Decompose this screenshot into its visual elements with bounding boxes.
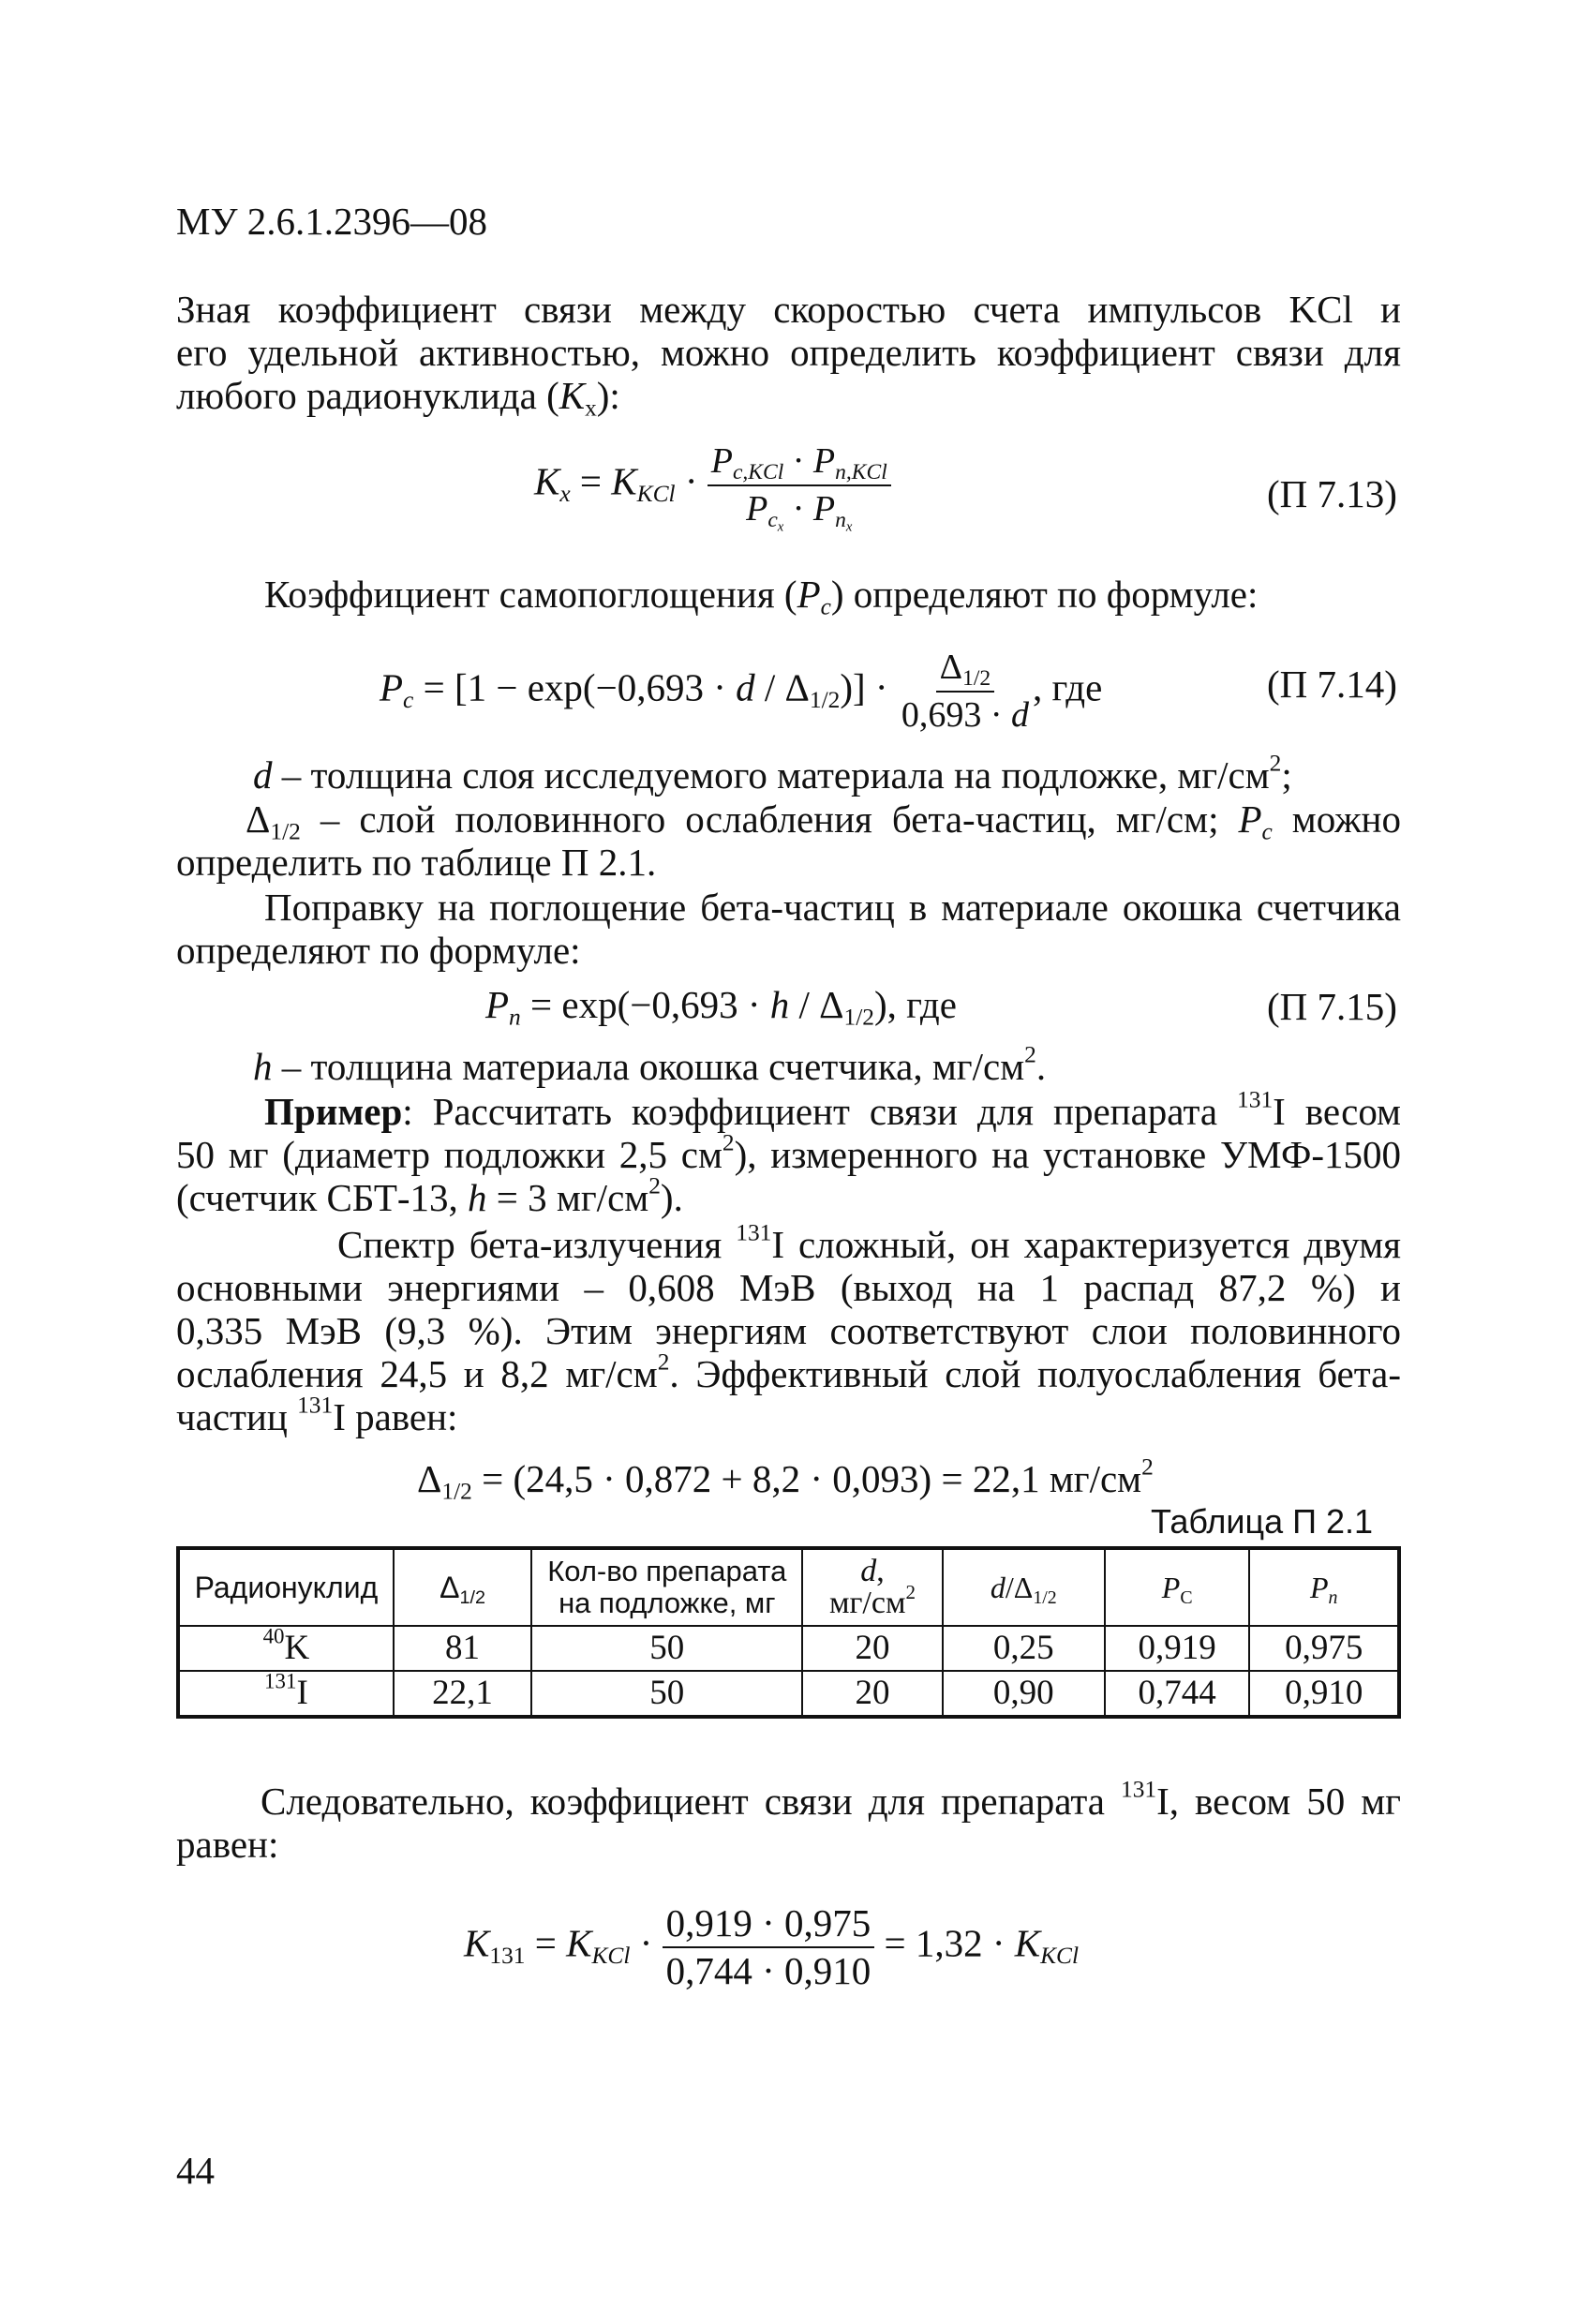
definition-delta: $\Delta_{1/2}$ – слой половинного ослабления бета-частиц, мг/см; $P_c$ можно xyxy=(246,797,1401,845)
paragraph-line: ослабления 24,5 и 8,2 $мг/см^2$. Эффективный слой полуослабления бета- xyxy=(176,1348,1401,1395)
document-code: МУ 2.6.1.2396—08 xyxy=(176,200,487,243)
table-cell: 20 xyxy=(802,1671,942,1717)
column-header: $\Delta_{1/2}$ xyxy=(394,1548,531,1626)
column-header: d, $мг/см^2$ xyxy=(802,1548,942,1626)
paragraph-line: равен: xyxy=(176,1823,279,1866)
table-cell: 50 xyxy=(531,1626,802,1671)
table-cell: 0,25 xyxy=(943,1626,1105,1671)
definition-h: h – толщина материала окошка счетчика, $мг/см^2$. xyxy=(253,1041,1047,1088)
data-table xyxy=(176,1546,1401,1719)
column-header: $P_n$ xyxy=(1249,1548,1399,1626)
paragraph-line: Спектр бета-излучения $^{131}$I сложный, он характеризуется двумя xyxy=(337,1219,1402,1266)
equation-label: (П 7.15) xyxy=(1267,985,1397,1028)
equation-label: (П 7.13) xyxy=(1267,472,1397,515)
table-caption: Таблица П 2.1 xyxy=(1151,1502,1374,1541)
table-cell: 50 xyxy=(531,1671,802,1717)
paragraph-line: основными энергиями – 0,608 МэВ (выход на 1 распад 87,2 %) и xyxy=(176,1266,1401,1309)
definition-d: d – толщина слоя исследуемого материала на подложке, $мг/см^2$; xyxy=(253,750,1292,797)
table-cell: 0,919 xyxy=(1105,1626,1250,1671)
equation-delta: $\Delta_{1/2} = (24,5 \cdot 0,872 + 8,2 \cdot 0,093) = 22,1$ $мг/см^2$ xyxy=(417,1453,1154,1505)
equation-7-15: $P_n = \exp(-0,693 \cdot h / \Delta_{1/2})$, где xyxy=(485,983,957,1031)
example-line: (счетчик СБТ-13, h = 3 $мг/см^2$). xyxy=(176,1172,683,1219)
paragraph-line: Коэффициент самопоглощения $(P_c)$ определяют по формуле: xyxy=(264,573,1259,620)
column-header: $d/\Delta_{1/2}$ xyxy=(943,1548,1105,1626)
table-cell: 0,744 xyxy=(1105,1671,1250,1717)
example-line: 50 мг (диаметр подложки 2,5 $см^2$), измеренного на установке УМФ-1500 xyxy=(176,1129,1401,1176)
paragraph-line: частиц $^{131}$I равен: xyxy=(176,1392,458,1438)
table-cell: 81 xyxy=(394,1626,531,1671)
table-cell: 0,90 xyxy=(943,1671,1105,1717)
paragraph-line: Поправку на поглощение бета-частиц в материале окошка счетчика xyxy=(264,886,1401,929)
example-line: Пример: Рассчитать коэффициент связи для препарата $^{131}$I весом xyxy=(264,1086,1401,1133)
equation-7-14: $P_c = [1 - \exp(-0,693 \cdot d / \Delta_{1/2})]$ · $\frac{\Delta_{1/2}}{0,693 \cdot d}$ , где xyxy=(380,648,1103,735)
table-header-row xyxy=(178,1548,1399,1626)
table-row xyxy=(178,1626,1399,1671)
table-cell: 22,1 xyxy=(394,1671,531,1717)
equation-7-13: $K_x = K_{KCl}$ · $\frac{P_{c,KCl} \cdot P_{n,KCl}}{P_{c_x} \cdot P_{n_x}}$ xyxy=(534,440,891,530)
paragraph-line: Зная коэффициент связи между скоростью счета импульсов KCl и xyxy=(176,288,1401,331)
equation-final: $K_{131} = K_{KCl}$ · $\frac{0,919 \cdot 0,975}{0,744 \cdot 0,910}$ = $1,32 \cdot K_{KCl}$ xyxy=(464,1901,1080,1992)
paragraph-line: любого радионуклида $(K_x)$: xyxy=(176,374,620,422)
table-row xyxy=(178,1671,1399,1717)
column-header: Радионуклид xyxy=(178,1548,394,1626)
table-cell-radionuclide: $^{131}$I xyxy=(178,1671,394,1717)
paragraph-line: определить по таблице П 2.1. xyxy=(176,841,657,884)
paragraph-line: определяют по формуле: xyxy=(176,929,581,972)
page-number: 44 xyxy=(176,2149,215,2192)
table-cell: 0,975 xyxy=(1249,1626,1399,1671)
table-cell-radionuclide: $^{40}$K xyxy=(178,1626,394,1671)
paragraph-line: его удельной активностью, можно определить коэффициент связи для xyxy=(176,331,1401,374)
paragraph-line: 0,335 МэВ (9,3 %). Этим энергиям соответствуют слои половинного xyxy=(176,1309,1401,1352)
column-header: $P_C$ xyxy=(1105,1548,1250,1626)
table-cell: 0,910 xyxy=(1249,1671,1399,1717)
equation-label: (П 7.14) xyxy=(1267,663,1397,706)
paragraph-line: Следовательно, коэффициент связи для препарата $^{131}$I, весом 50 мг xyxy=(261,1776,1401,1823)
table-cell: 20 xyxy=(802,1626,942,1671)
column-header: Кол-во препарата на подложке, мг xyxy=(531,1548,802,1626)
